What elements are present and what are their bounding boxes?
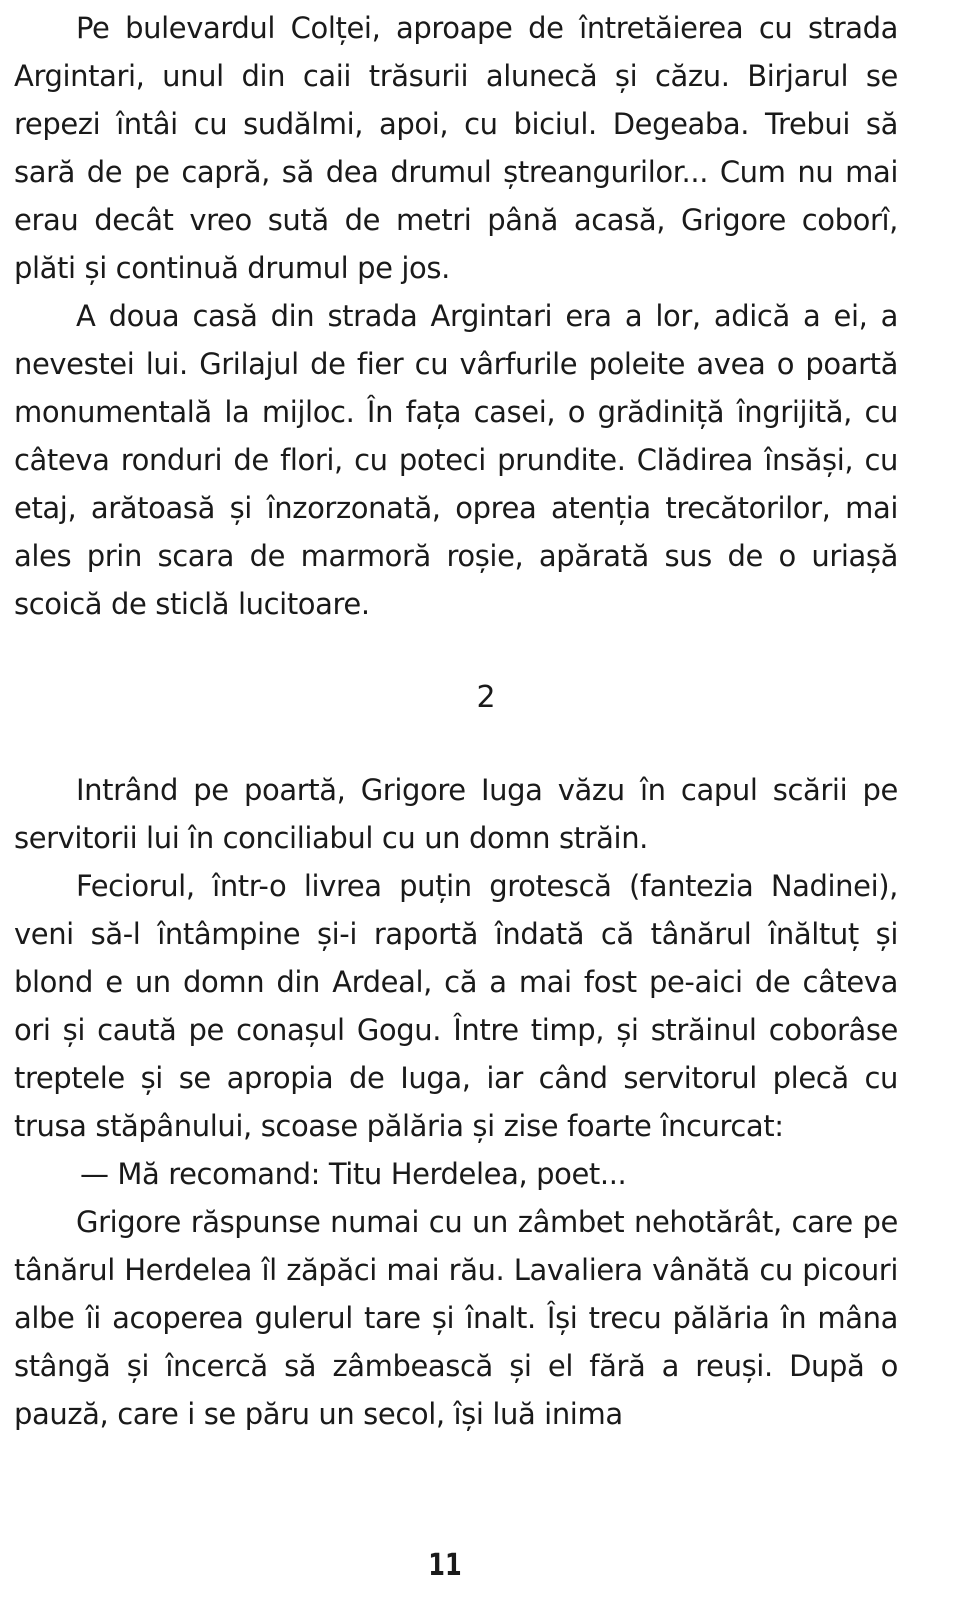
text-section-two [14, 766, 898, 1438]
text-section-one [14, 4, 898, 628]
paragraph: Intrând pe poartă, Grigore Iuga văzu în capul scării pe servitorii lui în conciliabul cu un domn străin. [14, 773, 898, 855]
chapter-number: 2 [476, 680, 496, 715]
paragraph: A doua casă din strada Argintari era a lor, adică a ei, a nevestei lui. Grilajul de fier cu vârfurile poleite avea o poartă monumentală la mijloc. În fața casei, o grădiniță îngrijită, cu câteva ronduri de flori, cu poteci prundite. Clădirea însăși, cu etaj, arătoasă și înzorzonată, oprea atenția trecătorilor, mai ales prin scara de marmoră roșie, apărată sus de o uriașă scoică de sticlă lucitoare. [14, 299, 898, 621]
dialogue-line: — Mă recomand: Titu Herdelea, poet... [80, 1157, 627, 1191]
paragraph: Pe bulevardul Colței, aproape de întretăierea cu strada Argintari, unul din caii trăsurii alunecă și căzu. Birjarul se repezi întâi cu sudălmi, apoi, cu biciul. Degeaba. Trebui să sară de pe capră, să dea drumul ștreangurilor... Cum nu mai erau decât vreo sută de metri până acasă, Grigore coborî, plăti și continuă drumul pe jos. [14, 11, 898, 285]
paragraph: Feciorul, într-o livrea puțin grotescă (fantezia Nadinei), veni să-l întâmpine și-i raportă îndată că tânărul înăltuț și blond e un domn din Ardeal, că a mai fost pe-aici de câteva ori și caută pe conașul Gogu. Între timp, și străinul coborâse treptele și se apropia de Iuga, iar când servitorul plecă cu trusa stăpânului, scoase pălăria și zise foarte încurcat: [14, 869, 898, 1143]
page-number: 11 [428, 1548, 462, 1583]
paragraph: Grigore răspunse numai cu un zâmbet nehotărât, care pe tânărul Herdelea îl zăpăci mai rău. Lavaliera vânătă cu picouri albe îi acoperea gulerul tare și înalt. Își trecu pălăria în mâna stângă și încercă să zâmbească și el fără a reuși. După o pauză, care i se păru un secol, își luă inima [14, 1205, 898, 1431]
